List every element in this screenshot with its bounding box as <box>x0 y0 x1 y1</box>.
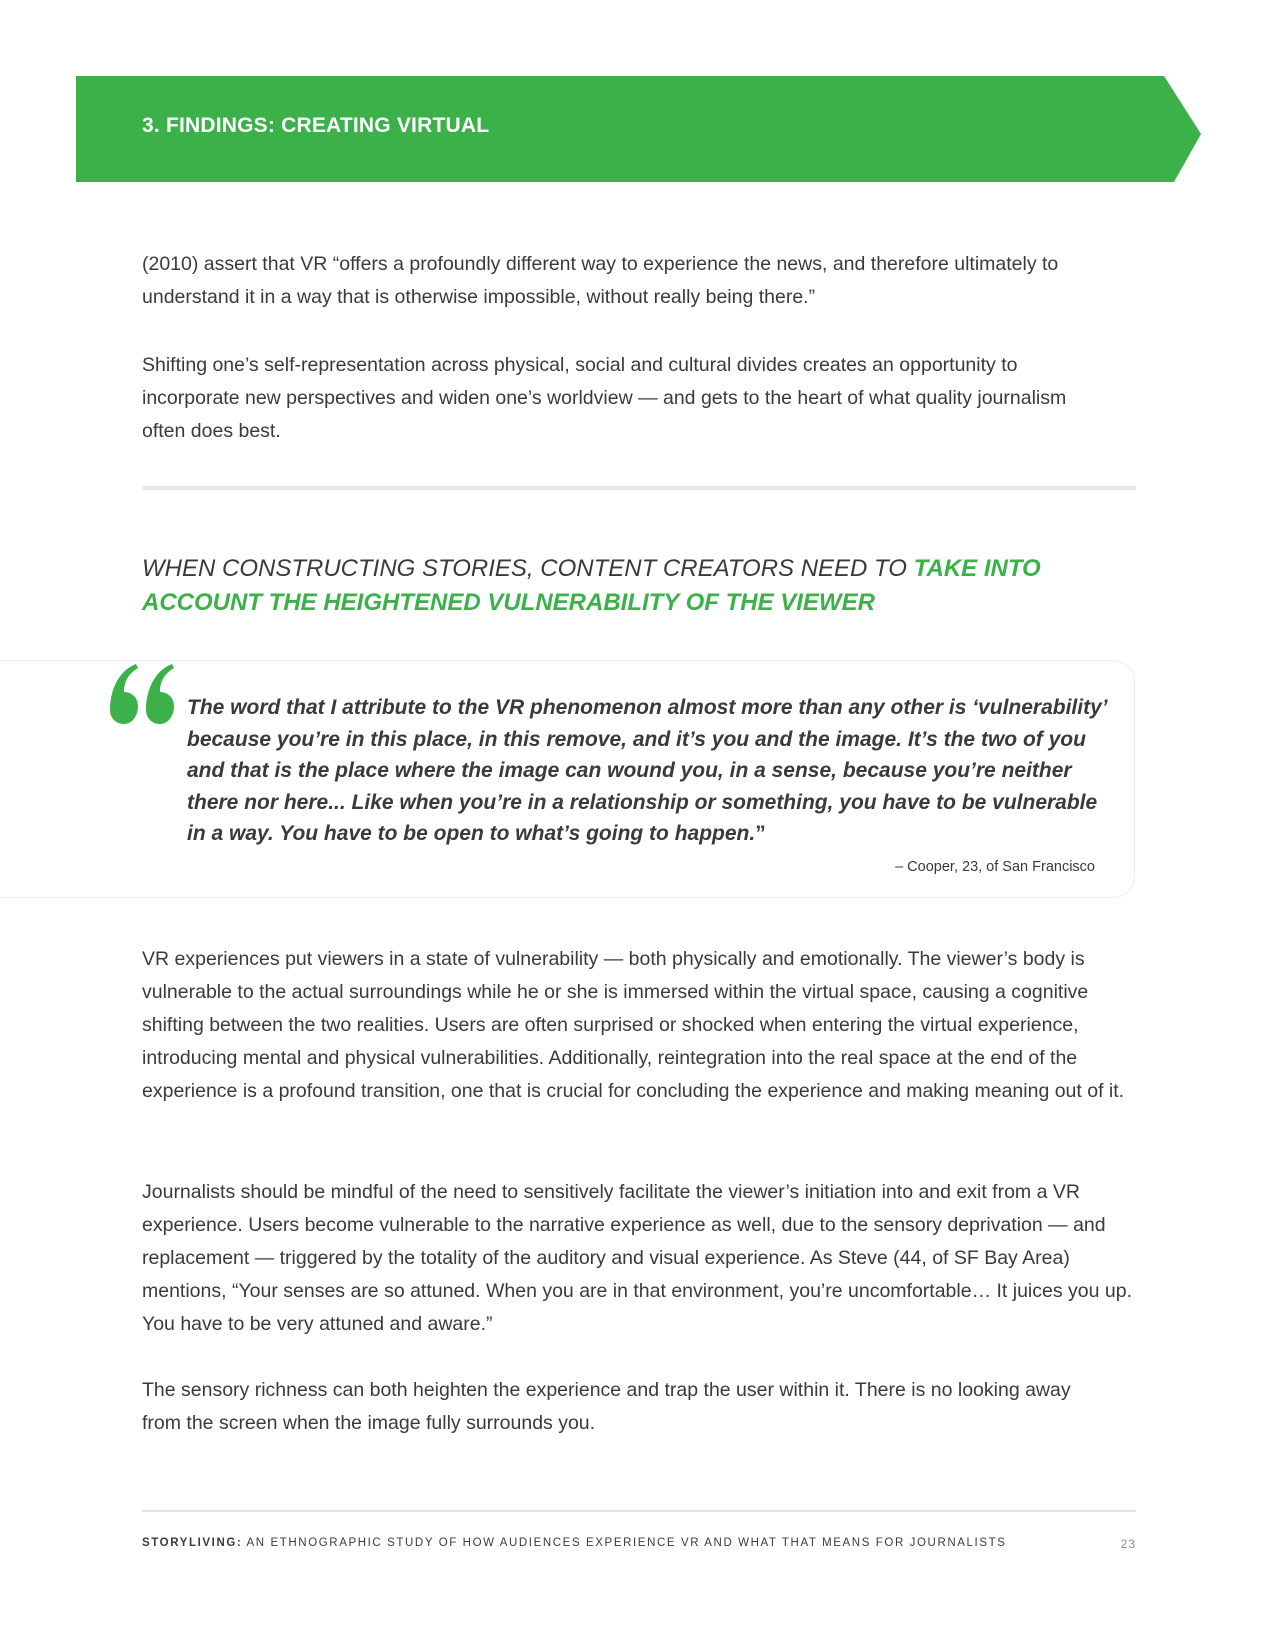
callout-highlight: TAKE INTO ACCOUNT THE HEIGHTENED VULNERABILITY OF THE VIEWER <box>142 555 1041 616</box>
quote-mark-icon <box>106 658 178 736</box>
body-paragraph-2: Journalists should be mindful of the need to sensitively facilitate the viewer’s initiation into and exit from a VR experience. Users become vulnerable to the narrative experience as well, due to the sensory deprivation — and replacement — triggered by the totality of the auditory and visual experience. As Steve (44, of SF Bay Area) mentions, “Your senses are so attuned. When you are in that environment, you’re uncomfortable… It juices you up. You have to be very attuned and aware.” <box>142 1181 1132 1335</box>
page-number: 23 <box>1120 1537 1136 1551</box>
section-banner <box>76 76 1201 182</box>
footer-brand: STORYLIVING: <box>142 1537 243 1549</box>
footer-subtitle: AN ETHNOGRAPHIC STUDY OF HOW AUDIENCES EXPERIENCE VR AND WHAT THAT MEANS FOR JOURNALISTS <box>242 1537 1007 1549</box>
body-paragraph-1: VR experiences put viewers in a state of vulnerability — both physically and emotionally. The viewer’s body is vulnerable to the actual surroundings while he or she is immersed within the virtual space, causing a cognitive shifting between the two realities. Users are often surprised or shocked when entering the virtual experience, introducing mental and physical vulnerabilities. Additionally, reintegration into the real space at the end of the experience is a profound transition, one that is crucial for concluding the experience and making meaning out of it. <box>142 948 1125 1102</box>
intro-paragraph-2: Shifting one’s self-representation across physical, social and cultural divides creates an opportunity to incorporate new perspectives and widen one’s worldview — and gets to the heart of what quality journalism often does best. <box>142 354 1067 442</box>
quote-closing-mark: ” <box>755 822 766 845</box>
quote-text <box>187 692 1107 850</box>
section-title: 3. FINDINGS: CREATING VIRTUAL <box>142 114 490 137</box>
quote-attribution: – Cooper, 23, of San Francisco <box>895 859 1095 875</box>
intro-paragraph-1: (2010) assert that VR “offers a profoundly different way to experience the news, and therefore ultimately to understand it in a way that is otherwise impossible, without really being there.” <box>142 253 1059 308</box>
footer-title <box>142 1537 1007 1549</box>
callout-heading <box>142 552 1142 620</box>
section-divider <box>143 486 1136 490</box>
quote-body: The word that I attribute to the VR phenomenon almost more than any other is ‘vulnerability’ because you’re in this place, in this remove, and it’s you and the image. It’s the two of you and that is the place where the image can wound you, in a sense, because you’re neither there nor here... Like when you’re in a relationship or something, you have to be vulnerable in a way. You have to be open to what’s going to happen. <box>187 696 1107 845</box>
body-paragraph-3: The sensory richness can both heighten the experience and trap the user within it. There is no looking away from the screen when the image fully surrounds you. <box>142 1379 1071 1434</box>
callout-lead: WHEN CONSTRUCTING STORIES, CONTENT CREATORS NEED TO <box>142 555 914 582</box>
footer-rule <box>142 1510 1136 1512</box>
